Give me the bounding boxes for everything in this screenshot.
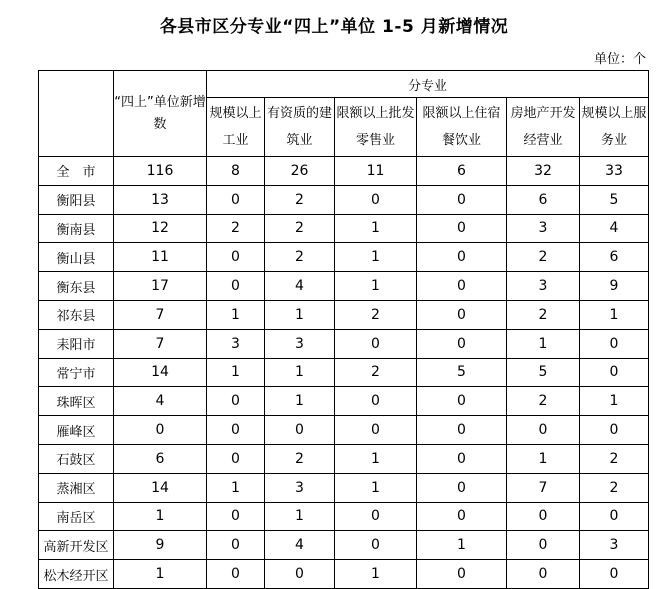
total-value: 11: [114, 243, 207, 272]
category-value: 2: [265, 185, 335, 214]
region-name: 松木经开区: [39, 560, 114, 589]
category-value: 3: [507, 214, 580, 243]
category-value: 33: [580, 157, 649, 186]
category-value: 6: [580, 243, 649, 272]
category-value: 26: [265, 157, 335, 186]
category-value: 1: [335, 214, 417, 243]
category-value: 0: [580, 560, 649, 589]
table-row: [39, 387, 649, 416]
table-row: [39, 157, 649, 186]
total-value: 4: [114, 387, 207, 416]
category-value: 0: [207, 416, 265, 445]
region-name: 雁峰区: [39, 416, 114, 445]
header-real-estate: 房地产开发经营业: [507, 98, 580, 157]
category-value: 2: [507, 300, 580, 329]
total-value: 14: [114, 358, 207, 387]
total-value: 116: [114, 157, 207, 186]
category-value: 3: [580, 531, 649, 560]
category-value: 0: [417, 300, 507, 329]
category-value: 1: [265, 502, 335, 531]
category-value: 1: [507, 444, 580, 473]
category-value: 0: [417, 329, 507, 358]
table-row: [39, 243, 649, 272]
category-value: 5: [580, 185, 649, 214]
category-value: 0: [507, 560, 580, 589]
region-name: 耒阳市: [39, 329, 114, 358]
category-value: 8: [207, 157, 265, 186]
region-name: 石鼓区: [39, 444, 114, 473]
category-value: 0: [265, 416, 335, 445]
category-value: 0: [417, 502, 507, 531]
category-value: 2: [507, 243, 580, 272]
region-name: 衡阳县: [39, 185, 114, 214]
category-value: 0: [417, 560, 507, 589]
category-value: 32: [507, 157, 580, 186]
region-name: 衡东县: [39, 272, 114, 301]
total-value: 17: [114, 272, 207, 301]
category-value: 0: [335, 185, 417, 214]
category-value: 4: [580, 214, 649, 243]
total-value: 12: [114, 214, 207, 243]
category-value: 1: [580, 387, 649, 416]
category-value: 2: [335, 358, 417, 387]
table-row: [39, 329, 649, 358]
category-value: 0: [207, 531, 265, 560]
category-value: 1: [335, 272, 417, 301]
category-value: 1: [265, 387, 335, 416]
region-name: 全 市: [39, 157, 114, 186]
category-value: 7: [507, 473, 580, 502]
category-value: 0: [417, 243, 507, 272]
table-row: [39, 531, 649, 560]
category-value: 0: [335, 329, 417, 358]
region-name: 珠晖区: [39, 387, 114, 416]
page-title: 各县市区分专业“四上”单位 1-5 月新增情况: [159, 17, 509, 37]
table-row: [39, 185, 649, 214]
category-value: 2: [265, 444, 335, 473]
category-value: 0: [417, 214, 507, 243]
category-value: 1: [580, 300, 649, 329]
total-value: 7: [114, 329, 207, 358]
category-value: 1: [265, 300, 335, 329]
category-value: 0: [335, 387, 417, 416]
category-value: 1: [335, 243, 417, 272]
category-value: 1: [335, 560, 417, 589]
table-row: [39, 560, 649, 589]
table-row: [39, 214, 649, 243]
category-value: 0: [507, 416, 580, 445]
category-value: 1: [265, 358, 335, 387]
total-value: 13: [114, 185, 207, 214]
category-value: 11: [335, 157, 417, 186]
category-value: 0: [207, 243, 265, 272]
total-value: 9: [114, 531, 207, 560]
category-value: 0: [335, 416, 417, 445]
category-value: 1: [507, 329, 580, 358]
category-value: 0: [580, 329, 649, 358]
statistics-table: [38, 70, 649, 589]
category-value: 0: [417, 185, 507, 214]
category-value: 0: [207, 444, 265, 473]
category-value: 0: [417, 387, 507, 416]
category-value: 9: [580, 272, 649, 301]
category-value: 5: [507, 358, 580, 387]
category-value: 0: [335, 531, 417, 560]
category-value: 4: [265, 531, 335, 560]
category-value: 0: [207, 560, 265, 589]
category-value: 2: [207, 214, 265, 243]
region-name: 蒸湘区: [39, 473, 114, 502]
category-value: 1: [207, 473, 265, 502]
category-value: 0: [207, 387, 265, 416]
total-value: 1: [114, 560, 207, 589]
table-row: [39, 473, 649, 502]
category-value: 1: [207, 300, 265, 329]
category-value: 0: [417, 444, 507, 473]
category-value: 2: [265, 243, 335, 272]
category-value: 0: [580, 502, 649, 531]
table-row: [39, 300, 649, 329]
table-row: [39, 358, 649, 387]
header-group: 分专业: [207, 71, 649, 98]
region-name: 高新开发区: [39, 531, 114, 560]
category-value: 4: [265, 272, 335, 301]
header-catering: 限额以上住宿餐饮业: [417, 98, 507, 157]
category-value: 2: [580, 473, 649, 502]
category-value: 0: [580, 416, 649, 445]
corner-cell: [39, 71, 114, 157]
region-name: 南岳区: [39, 502, 114, 531]
category-value: 3: [265, 473, 335, 502]
category-value: 3: [207, 329, 265, 358]
region-name: 衡山县: [39, 243, 114, 272]
category-value: 0: [507, 531, 580, 560]
category-value: 0: [207, 272, 265, 301]
category-value: 0: [417, 416, 507, 445]
header-services: 规模以上服务业: [580, 98, 649, 157]
total-value: 7: [114, 300, 207, 329]
category-value: 5: [417, 358, 507, 387]
total-value: 0: [114, 416, 207, 445]
category-value: 2: [265, 214, 335, 243]
region-name: 常宁市: [39, 358, 114, 387]
category-value: 0: [207, 185, 265, 214]
category-value: 0: [507, 502, 580, 531]
total-value: 14: [114, 473, 207, 502]
total-value: 6: [114, 444, 207, 473]
table-row: [39, 444, 649, 473]
header-industry: 规模以上工业: [207, 98, 265, 157]
category-value: 1: [207, 358, 265, 387]
category-value: 1: [335, 444, 417, 473]
category-value: 2: [507, 387, 580, 416]
unit-label: 单位：个: [593, 52, 646, 67]
table-row: [39, 272, 649, 301]
category-value: 1: [335, 473, 417, 502]
header-total: “四上”单位新增数: [114, 71, 207, 157]
category-value: 0: [207, 502, 265, 531]
category-value: 3: [265, 329, 335, 358]
category-value: 1: [417, 531, 507, 560]
region-name: 衡南县: [39, 214, 114, 243]
region-name: 祁东县: [39, 300, 114, 329]
category-value: 3: [507, 272, 580, 301]
category-value: 6: [417, 157, 507, 186]
category-value: 0: [417, 473, 507, 502]
table-row: [39, 416, 649, 445]
category-value: 0: [335, 502, 417, 531]
category-value: 2: [580, 444, 649, 473]
category-value: 0: [265, 560, 335, 589]
table-row: [39, 502, 649, 531]
category-value: 2: [335, 300, 417, 329]
category-value: 0: [417, 272, 507, 301]
header-construction: 有资质的建筑业: [265, 98, 335, 157]
category-value: 0: [580, 358, 649, 387]
category-value: 6: [507, 185, 580, 214]
header-retail: 限额以上批发零售业: [335, 98, 417, 157]
total-value: 1: [114, 502, 207, 531]
